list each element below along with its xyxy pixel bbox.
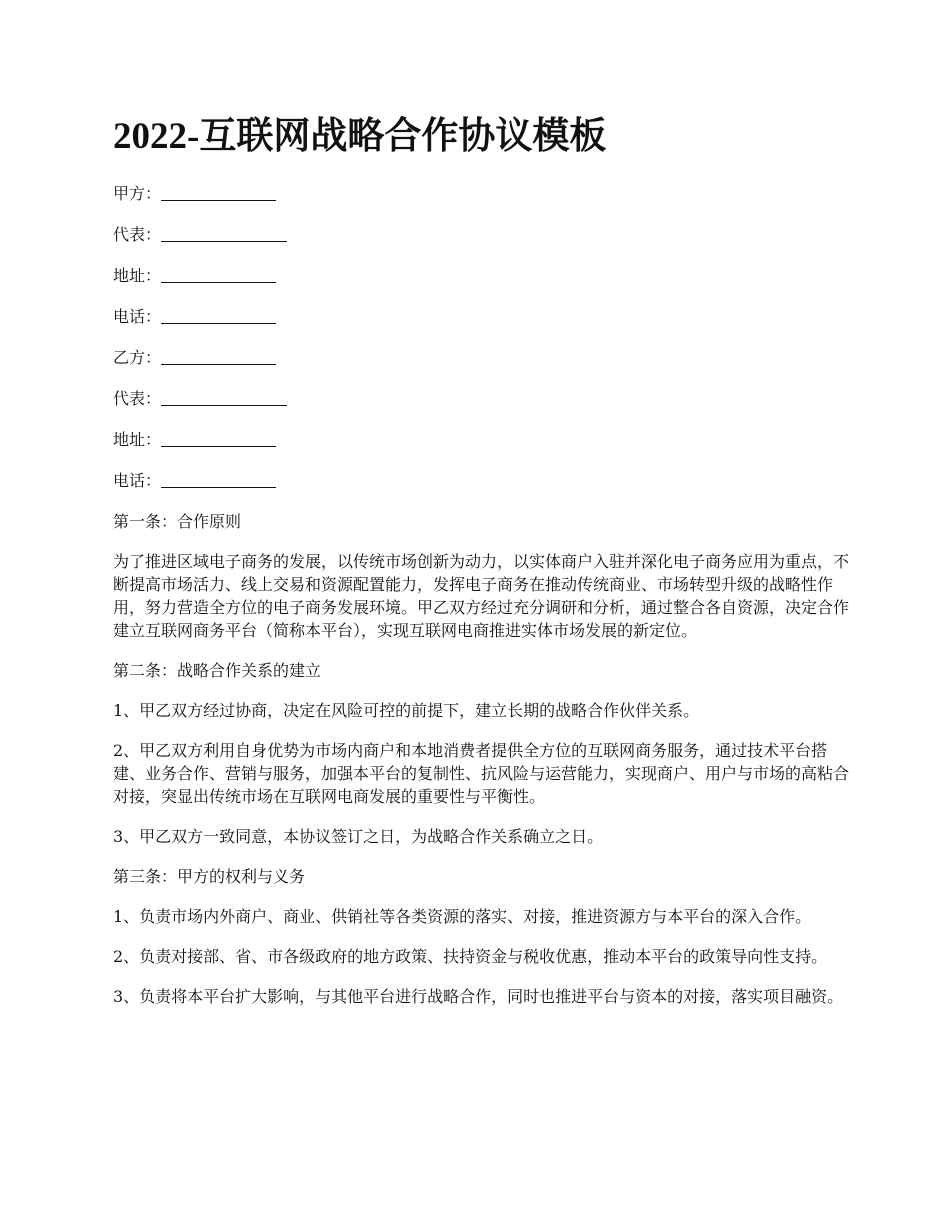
- party-a-address-blank[interactable]: [161, 266, 276, 283]
- party-a-address-field: [113, 264, 853, 288]
- party-b-rep-field: [113, 387, 853, 411]
- section-3-paragraph-1: 1、负责市场内外商户、商业、供销社等各类资源的落实、对接，推进资源方与本平台的深入合作。: [113, 907, 812, 926]
- section-2-paragraph-3: 3、甲乙双方一致同意，本协议签订之日，为战略合作关系确立之日。: [113, 827, 604, 846]
- section-1-paragraph-1: 为了推进区域电子商务的发展，以传统市场创新为动力，以实体商户入驻并深化电子商务应用为重点，不断提高市场活力、线上交易和资源配置能力，发挥电子商务在推动传统商业、市场转型升级的战略性作用，努力营造全方位的电子商务发展环境。甲乙双方经过充分调研和分析，通过整合各自资源，决定合作建立互联网商务平台（简称本平台），实现互联网电商推进实体市场发展的新定位。: [113, 552, 850, 640]
- party-b-phone-label: 电话：: [113, 471, 162, 490]
- party-a-rep-field: [113, 223, 853, 247]
- party-b-rep-blank[interactable]: [161, 389, 287, 406]
- party-b-name-blank[interactable]: [161, 348, 276, 365]
- party-a-name-blank[interactable]: [161, 184, 276, 201]
- party-b-name-field: [113, 346, 853, 370]
- section-3-heading: 第三条：甲方的权利与义务: [113, 867, 306, 886]
- party-b-phone-blank[interactable]: [161, 471, 276, 488]
- party-b-name-label: 乙方：: [113, 348, 162, 367]
- party-a-address-label: 地址：: [113, 266, 162, 285]
- party-b-address-field: [113, 428, 853, 452]
- section-2-heading: 第二条：战略合作关系的建立: [113, 661, 322, 680]
- party-b-address-blank[interactable]: [161, 430, 276, 447]
- party-a-rep-blank[interactable]: [161, 225, 287, 242]
- section-1-heading: 第一条：合作原则: [113, 512, 242, 531]
- party-a-phone-field: [113, 305, 853, 329]
- document-title: 2022-互联网战略合作协议模板: [113, 116, 607, 157]
- party-b-address-label: 地址：: [113, 430, 162, 449]
- party-a-rep-label: 代表：: [113, 225, 162, 244]
- party-a-phone-label: 电话：: [113, 307, 162, 326]
- party-a-phone-blank[interactable]: [161, 307, 276, 324]
- section-2-paragraph-1: 1、甲乙双方经过协商，决定在风险可控的前提下，建立长期的战略合作伙伴关系。: [113, 701, 700, 720]
- section-3-paragraph-3: 3、负责将本平台扩大影响，与其他平台进行战略合作，同时也推进平台与资本的对接，落实项目融资。: [113, 987, 844, 1006]
- section-3-paragraph-2: 2、负责对接部、省、市各级政府的地方政策、扶持资金与税收优惠，推动本平台的政策导向性支持。: [113, 947, 828, 966]
- party-b-phone-field: [113, 469, 853, 493]
- party-b-rep-label: 代表：: [113, 389, 162, 408]
- document-page: [113, 112, 853, 1025]
- party-a-name-field: [113, 182, 853, 206]
- party-a-name-label: 甲方：: [113, 184, 162, 203]
- section-2-paragraph-2: 2、甲乙双方利用自身优势为市场内商户和本地消费者提供全方位的互联网商务服务，通过技术平台搭建、业务合作、营销与服务，加强本平台的复制性、抗风险与运营能力，实现商户、用户与市场的高粘合对接，突显出传统市场在互联网电商发展的重要性与平衡性。: [113, 741, 850, 806]
